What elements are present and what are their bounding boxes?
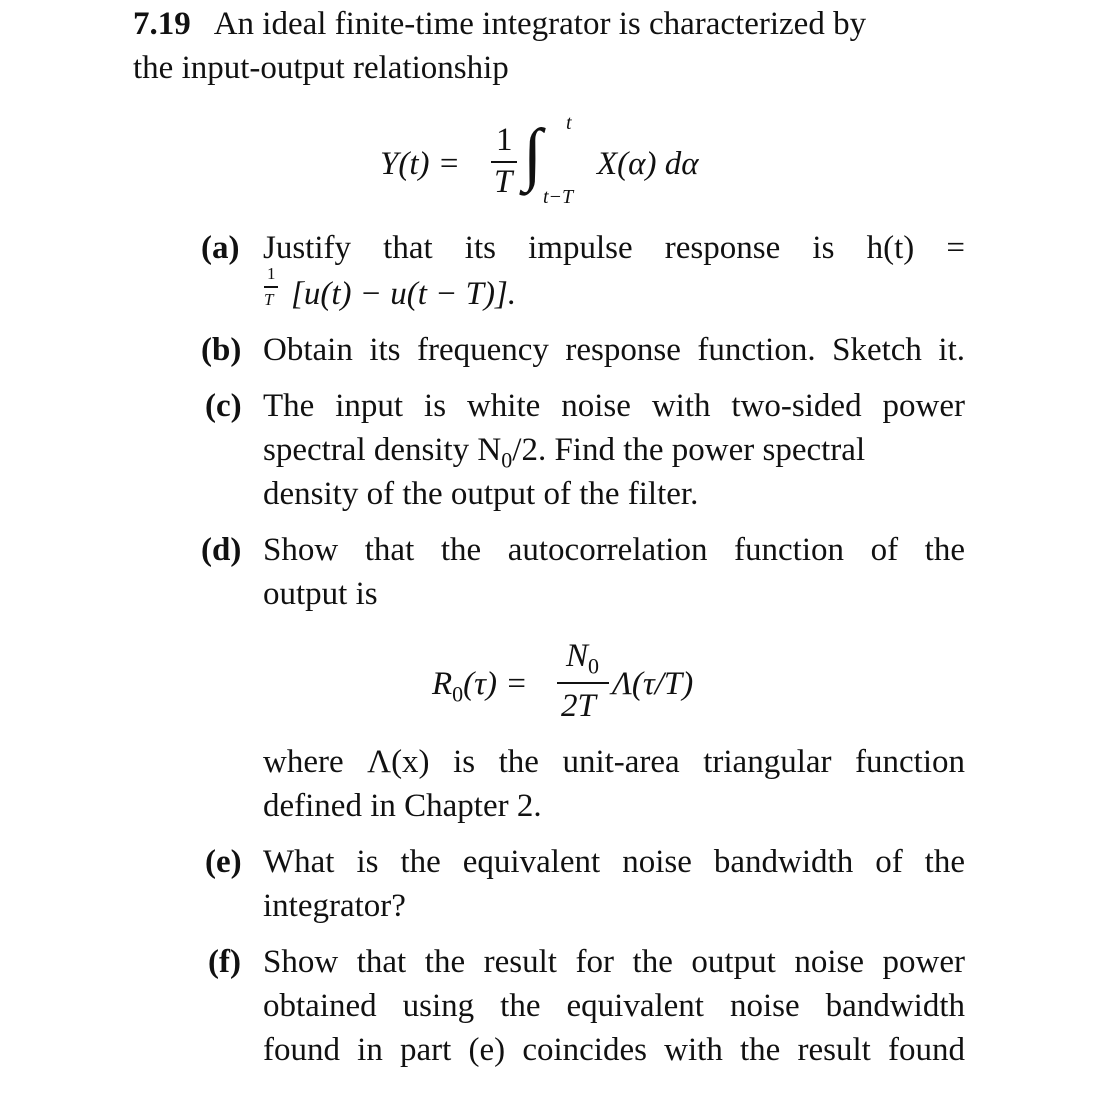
part-b-line-1: Obtain its frequency response function. Sketch it. (263, 332, 965, 368)
eq2-num: N (566, 638, 589, 674)
part-a-frac-den: T (264, 290, 274, 309)
part-d-after-2: defined in Chapter 2. (263, 788, 542, 824)
part-c-line-2-pre: spectral density N (263, 432, 502, 468)
part-d-line-2: output is (263, 576, 378, 612)
part-c-line-1: The input is white noise with two-sided power (263, 388, 965, 424)
part-d-line-1: Show that the autocorrelation function of the (263, 532, 965, 568)
part-f-line-1: Show that the result for the output noise power (263, 944, 965, 980)
part-c-line-2-sub: 0 (501, 447, 513, 473)
eq2-denominator: 2T (561, 688, 596, 724)
eq2-num-sub: 0 (588, 653, 600, 679)
problem-intro-text-1: An ideal finite-time integrator is characterized by (213, 6, 867, 42)
eq1-frac-bar (491, 161, 517, 163)
part-a-frac-num: 1 (267, 264, 276, 283)
eq2-lhs (432, 666, 527, 708)
part-c-line-2 (263, 430, 965, 481)
problem-number: 7.19 (133, 6, 191, 42)
problem-intro-line-2: the input-output relationship (133, 50, 509, 86)
eq2-numerator (566, 638, 599, 680)
part-c-line-2-post: /2. Find the power spectral (512, 432, 866, 468)
part-a-line-1: Justify that its impulse response is h(t) = (263, 230, 965, 266)
eq1-integrand: X(α) dα (597, 146, 699, 182)
part-d-after-1: where Λ(x) is the unit-area triangular function (263, 744, 965, 780)
eq2-lhs-rest: (τ) = (463, 666, 528, 702)
part-c-line-3: density of the output of the filter. (263, 476, 699, 512)
eq2-rhs: Λ(τ/T) (612, 666, 694, 702)
eq2-lhs-sub: 0 (452, 681, 464, 707)
part-e-line-2: integrator? (263, 888, 406, 924)
eq1-lhs: Y(t) = (380, 146, 461, 182)
eq2-frac-bar (557, 682, 609, 684)
integral-sign: ∫ (523, 116, 543, 193)
part-a-frac-bar (264, 286, 278, 288)
part-d-label: (d) (201, 532, 242, 568)
part-f-line-3: found in part (e) coincides with the result found (263, 1032, 965, 1068)
part-b-label: (b) (201, 332, 242, 368)
part-e-label: (e) (205, 844, 242, 880)
eq2-lhs-r: R (432, 666, 453, 702)
eq1-lower-limit: t−T (543, 186, 574, 208)
eq1-frac-den: T (494, 164, 513, 200)
problem-intro-line-1 (133, 4, 965, 44)
part-c-label: (c) (205, 388, 242, 424)
part-a-label: (a) (201, 230, 240, 266)
eq1-frac-num: 1 (496, 122, 513, 158)
part-a-expression: [u(t) − u(t − T)]. (291, 276, 517, 312)
part-e-line-1: What is the equivalent noise bandwidth of the (263, 844, 965, 880)
eq1-upper-limit: t (566, 112, 572, 134)
part-f-line-2: obtained using the equivalent noise bandwidth (263, 988, 965, 1024)
part-f-label: (f) (208, 944, 241, 980)
